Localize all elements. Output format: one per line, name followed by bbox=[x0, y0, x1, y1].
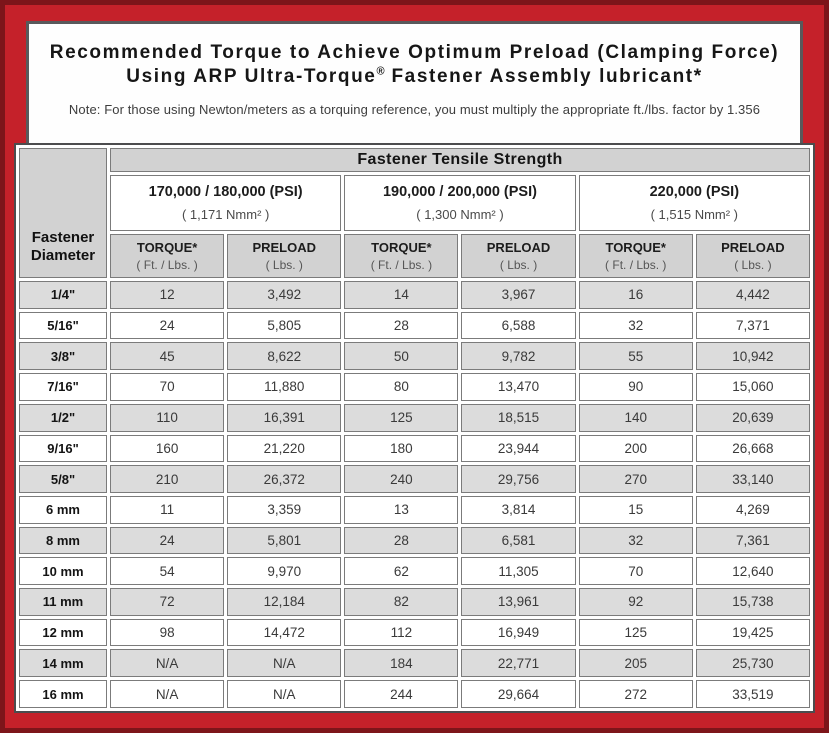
torque-value-cell: 62 bbox=[344, 557, 458, 585]
fastener-diameter-cell: 6 mm bbox=[19, 496, 107, 524]
preload-value-cell: 5,805 bbox=[227, 312, 341, 340]
preload-label: PRELOAD bbox=[486, 240, 551, 255]
preload-value-cell: 18,515 bbox=[461, 404, 575, 432]
preload-column-header bbox=[696, 234, 810, 278]
preload-value-cell: 3,814 bbox=[461, 496, 575, 524]
torque-value-cell: 32 bbox=[579, 527, 693, 555]
title-box bbox=[26, 21, 803, 143]
torque-label: TORQUE* bbox=[371, 240, 432, 255]
tensile-strength-row bbox=[19, 148, 810, 172]
fastener-tensile-strength-header: Fastener Tensile Strength bbox=[110, 148, 810, 172]
title-line-2 bbox=[35, 65, 794, 89]
torque-value-cell: 205 bbox=[579, 649, 693, 677]
torque-value-cell: 112 bbox=[344, 619, 458, 647]
preload-value-cell: 4,269 bbox=[696, 496, 810, 524]
table-row bbox=[19, 588, 810, 616]
preload-value-cell: N/A bbox=[227, 680, 341, 708]
torque-value-cell: 80 bbox=[344, 373, 458, 401]
torque-column-header bbox=[344, 234, 458, 278]
torque-label: TORQUE* bbox=[136, 240, 198, 255]
nmm-label: ( 1,300 Nmm² ) bbox=[416, 207, 504, 222]
preload-value-cell: 7,361 bbox=[696, 527, 810, 555]
preload-value-cell: 22,771 bbox=[461, 649, 575, 677]
torque-value-cell: 13 bbox=[344, 496, 458, 524]
torque-value-cell: 28 bbox=[344, 312, 458, 340]
torque-value-cell: 70 bbox=[579, 557, 693, 585]
table-row bbox=[19, 281, 810, 309]
torque-value-cell: 270 bbox=[579, 465, 693, 493]
preload-value-cell: 16,391 bbox=[227, 404, 341, 432]
torque-value-cell: 240 bbox=[344, 465, 458, 493]
preload-value-cell: 14,472 bbox=[227, 619, 341, 647]
fastener-diameter-cell: 1/2" bbox=[19, 404, 107, 432]
table-area bbox=[14, 143, 815, 713]
preload-value-cell: 16,949 bbox=[461, 619, 575, 647]
preload-unit: ( Lbs. ) bbox=[734, 258, 772, 272]
torque-unit: ( Ft. / Lbs. ) bbox=[605, 258, 667, 272]
torque-column-header bbox=[110, 234, 224, 278]
preload-value-cell: 25,730 bbox=[696, 649, 810, 677]
preload-value-cell: 7,371 bbox=[696, 312, 810, 340]
torque-value-cell: 272 bbox=[579, 680, 693, 708]
fastener-diameter-cell: 8 mm bbox=[19, 527, 107, 555]
torque-value-cell: 72 bbox=[110, 588, 224, 616]
psi-label: 170,000 / 180,000 (PSI) bbox=[148, 184, 303, 200]
torque-value-cell: 32 bbox=[579, 312, 693, 340]
psi-label: 220,000 (PSI) bbox=[649, 184, 740, 200]
fastener-diameter-cell: 1/4" bbox=[19, 281, 107, 309]
table-row bbox=[19, 435, 810, 463]
table-row bbox=[19, 649, 810, 677]
preload-value-cell: 8,622 bbox=[227, 342, 341, 370]
torque-value-cell: 50 bbox=[344, 342, 458, 370]
table-row bbox=[19, 373, 810, 401]
preload-value-cell: 29,664 bbox=[461, 680, 575, 708]
preload-value-cell: 29,756 bbox=[461, 465, 575, 493]
torque-value-cell: 140 bbox=[579, 404, 693, 432]
torque-value-cell: 125 bbox=[579, 619, 693, 647]
torque-value-cell: 90 bbox=[579, 373, 693, 401]
preload-value-cell: 6,588 bbox=[461, 312, 575, 340]
preload-value-cell: 20,639 bbox=[696, 404, 810, 432]
preload-label: PRELOAD bbox=[252, 240, 317, 255]
torque-value-cell: 98 bbox=[110, 619, 224, 647]
torque-value-cell: 16 bbox=[579, 281, 693, 309]
newton-meters-note: Note: For those using Newton/meters as a torquing reference, you must multiply the appropriate ft./lbs. factor by 1.356 bbox=[68, 101, 761, 117]
torque-value-cell: 184 bbox=[344, 649, 458, 677]
torque-label: TORQUE* bbox=[605, 240, 666, 255]
table-row bbox=[19, 312, 810, 340]
preload-value-cell: 6,581 bbox=[461, 527, 575, 555]
strength-group-170-180 bbox=[110, 175, 341, 231]
preload-value-cell: 13,470 bbox=[461, 373, 575, 401]
nmm-label: ( 1,171 Nmm² ) bbox=[181, 207, 270, 222]
table-row bbox=[19, 527, 810, 555]
table-row bbox=[19, 496, 810, 524]
torque-value-cell: 15 bbox=[579, 496, 693, 524]
document-content bbox=[14, 14, 815, 713]
torque-value-cell: 180 bbox=[344, 435, 458, 463]
preload-value-cell: 4,442 bbox=[696, 281, 810, 309]
torque-value-cell: 28 bbox=[344, 527, 458, 555]
title-line-1: Recommended Torque to Achieve Optimum Preload (Clamping Force) bbox=[49, 42, 780, 63]
registered-trademark-symbol: ® bbox=[376, 65, 385, 78]
torque-unit: ( Ft. / Lbs. ) bbox=[370, 258, 433, 272]
fastener-diameter-line1: Fastener bbox=[31, 229, 95, 246]
psi-group-row bbox=[19, 175, 810, 231]
torque-value-cell: 70 bbox=[110, 373, 224, 401]
table-row bbox=[19, 680, 810, 708]
torque-value-cell: 45 bbox=[110, 342, 224, 370]
preload-value-cell: 9,970 bbox=[227, 557, 341, 585]
preload-value-cell: 3,492 bbox=[227, 281, 341, 309]
preload-value-cell: 15,738 bbox=[696, 588, 810, 616]
torque-value-cell: 24 bbox=[110, 312, 224, 340]
preload-value-cell: 33,519 bbox=[696, 680, 810, 708]
torque-value-cell: 24 bbox=[110, 527, 224, 555]
table-body bbox=[19, 281, 810, 708]
strength-group-220 bbox=[579, 175, 810, 231]
table-row bbox=[19, 404, 810, 432]
fastener-diameter-cell: 16 mm bbox=[19, 680, 107, 708]
preload-label: PRELOAD bbox=[721, 240, 785, 255]
fastener-diameter-cell: 7/16" bbox=[19, 373, 107, 401]
preload-value-cell: 12,184 bbox=[227, 588, 341, 616]
preload-value-cell: 5,801 bbox=[227, 527, 341, 555]
fastener-diameter-cell: 3/8" bbox=[19, 342, 107, 370]
preload-value-cell: 26,668 bbox=[696, 435, 810, 463]
preload-value-cell: 33,140 bbox=[696, 465, 810, 493]
torque-value-cell: 14 bbox=[344, 281, 458, 309]
fastener-diameter-header bbox=[19, 148, 107, 278]
torque-value-cell: 110 bbox=[110, 404, 224, 432]
torque-value-cell: N/A bbox=[110, 649, 224, 677]
table-row bbox=[19, 557, 810, 585]
psi-label: 190,000 / 200,000 (PSI) bbox=[382, 184, 537, 200]
torque-unit: ( Ft. / Lbs. ) bbox=[136, 258, 198, 272]
preload-value-cell: 15,060 bbox=[696, 373, 810, 401]
torque-value-cell: 54 bbox=[110, 557, 224, 585]
preload-unit: ( Lbs. ) bbox=[499, 258, 538, 272]
preload-value-cell: 9,782 bbox=[461, 342, 575, 370]
fastener-diameter-cell: 12 mm bbox=[19, 619, 107, 647]
fastener-diameter-cell: 9/16" bbox=[19, 435, 107, 463]
preload-value-cell: 3,967 bbox=[461, 281, 575, 309]
fastener-diameter-cell: 5/8" bbox=[19, 465, 107, 493]
table-row bbox=[19, 342, 810, 370]
preload-value-cell: 3,359 bbox=[227, 496, 341, 524]
fastener-diameter-line2: Diameter bbox=[30, 247, 96, 264]
column-headers-row bbox=[19, 234, 810, 278]
preload-value-cell: 10,942 bbox=[696, 342, 810, 370]
preload-value-cell: 19,425 bbox=[696, 619, 810, 647]
torque-preload-table bbox=[14, 143, 815, 713]
preload-value-cell: 23,944 bbox=[461, 435, 575, 463]
preload-value-cell: 21,220 bbox=[227, 435, 341, 463]
preload-value-cell: 13,961 bbox=[461, 588, 575, 616]
torque-column-header bbox=[579, 234, 693, 278]
preload-unit: ( Lbs. ) bbox=[265, 258, 303, 272]
torque-value-cell: 210 bbox=[110, 465, 224, 493]
preload-value-cell: 11,880 bbox=[227, 373, 341, 401]
preload-column-header bbox=[461, 234, 575, 278]
torque-value-cell: 55 bbox=[579, 342, 693, 370]
torque-value-cell: 11 bbox=[110, 496, 224, 524]
torque-value-cell: 244 bbox=[344, 680, 458, 708]
table-row bbox=[19, 619, 810, 647]
title-line-2-pre: Using ARP Ultra-Torque bbox=[126, 65, 377, 87]
torque-value-cell: N/A bbox=[110, 680, 224, 708]
torque-value-cell: 92 bbox=[579, 588, 693, 616]
fastener-diameter-cell: 10 mm bbox=[19, 557, 107, 585]
fastener-diameter-cell: 11 mm bbox=[19, 588, 107, 616]
title-line-2-post: Fastener Assembly lubricant* bbox=[384, 65, 703, 87]
torque-value-cell: 125 bbox=[344, 404, 458, 432]
preload-value-cell: N/A bbox=[227, 649, 341, 677]
torque-value-cell: 200 bbox=[579, 435, 693, 463]
strength-group-190-200 bbox=[344, 175, 575, 231]
fastener-diameter-cell: 5/16" bbox=[19, 312, 107, 340]
preload-value-cell: 11,305 bbox=[461, 557, 575, 585]
table-row bbox=[19, 465, 810, 493]
preload-value-cell: 12,640 bbox=[696, 557, 810, 585]
fastener-diameter-cell: 14 mm bbox=[19, 649, 107, 677]
torque-value-cell: 12 bbox=[110, 281, 224, 309]
preload-value-cell: 26,372 bbox=[227, 465, 341, 493]
nmm-label: ( 1,515 Nmm² ) bbox=[650, 207, 739, 222]
torque-value-cell: 82 bbox=[344, 588, 458, 616]
torque-value-cell: 160 bbox=[110, 435, 224, 463]
preload-column-header bbox=[227, 234, 341, 278]
